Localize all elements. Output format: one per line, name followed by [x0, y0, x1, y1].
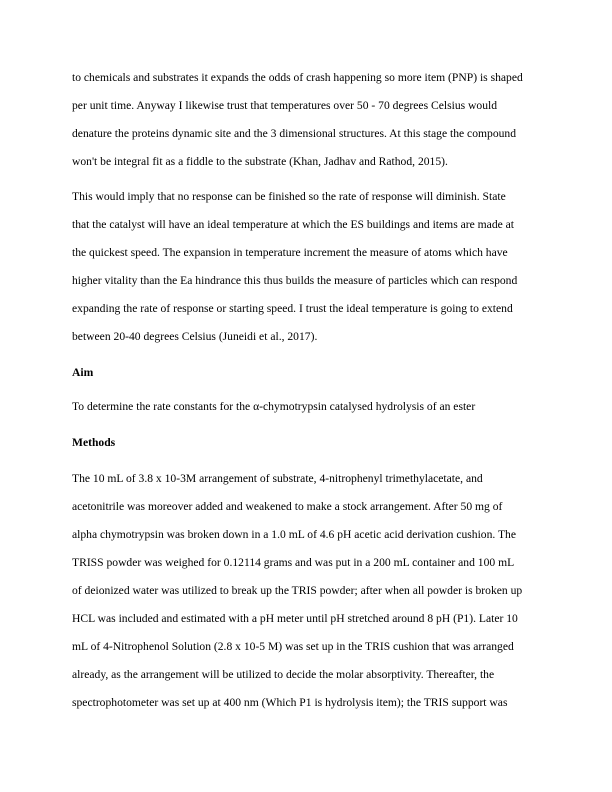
paragraph-line: higher vitality than the Ea hindrance this thus builds the measure of particles which can respond — [72, 274, 518, 287]
paragraph-line: The 10 mL of 3.8 x 10-3M arrangement of substrate, 4-nitrophenyl trimethylacetate, and — [72, 472, 483, 485]
paragraph-line: already, as the arrangement will be utilized to decide the molar absorptivity. Thereafter, the — [72, 668, 495, 681]
paragraph-line: of deionized water was utilized to break up the TRIS powder; after when all powder is broken up — [72, 584, 523, 597]
paragraph-line: that the catalyst will have an ideal temperature at which the ES buildings and items are made at — [72, 218, 515, 231]
paragraph-line: the quickest speed. The expansion in temperature increment the measure of atoms which have — [72, 246, 508, 259]
paragraph-line: TRISS powder was weighed for 0.12114 grams and was put in a 200 mL container and 100 mL — [72, 556, 515, 569]
paragraph-line: alpha chymotrypsin was broken down in a 1.0 mL of 4.6 pH acetic acid derivation cushion. The — [72, 528, 516, 541]
aim-text: To determine the rate constants for the α-chymotrypsin catalysed hydrolysis of an ester — [72, 400, 476, 413]
paragraph-line: per unit time. Anyway I likewise trust that temperatures over 50 - 70 degrees Celsius would — [72, 99, 498, 112]
paragraph-line: acetonitrile was moreover added and weakened to make a stock arrangement. After 50 mg of — [72, 500, 503, 513]
paragraph-line: won't be integral fit as a fiddle to the substrate (Khan, Jadhav and Rathod, 2015). — [72, 155, 448, 168]
paragraph-line: This would imply that no response can be finished so the rate of response will diminish. State — [72, 190, 506, 203]
aim-heading: Aim — [72, 366, 94, 379]
paragraph-line: HCL was included and estimated with a pH meter until pH stretched around 8 pH (P1). Later 10 — [72, 612, 518, 625]
paragraph-line: denature the proteins dynamic site and the 3 dimensional structures. At this stage the compound — [72, 127, 517, 140]
paragraph-line: between 20-40 degrees Celsius (Juneidi et al., 2017). — [72, 330, 318, 343]
methods-heading: Methods — [72, 436, 116, 449]
paragraph-line: to chemicals and substrates it expands the odds of crash happening so more item (PNP) is shaped — [72, 71, 523, 84]
paragraph-line: expanding the rate of response or starting speed. I trust the ideal temperature is going to extend — [72, 302, 513, 315]
paragraph-line: spectrophotometer was set up at 400 nm (Which P1 is hydrolysis item); the TRIS support was — [72, 696, 508, 709]
paragraph-line: mL of 4-Nitrophenol Solution (2.8 x 10-5 M) was set up in the TRIS cushion that was arranged — [72, 640, 514, 653]
